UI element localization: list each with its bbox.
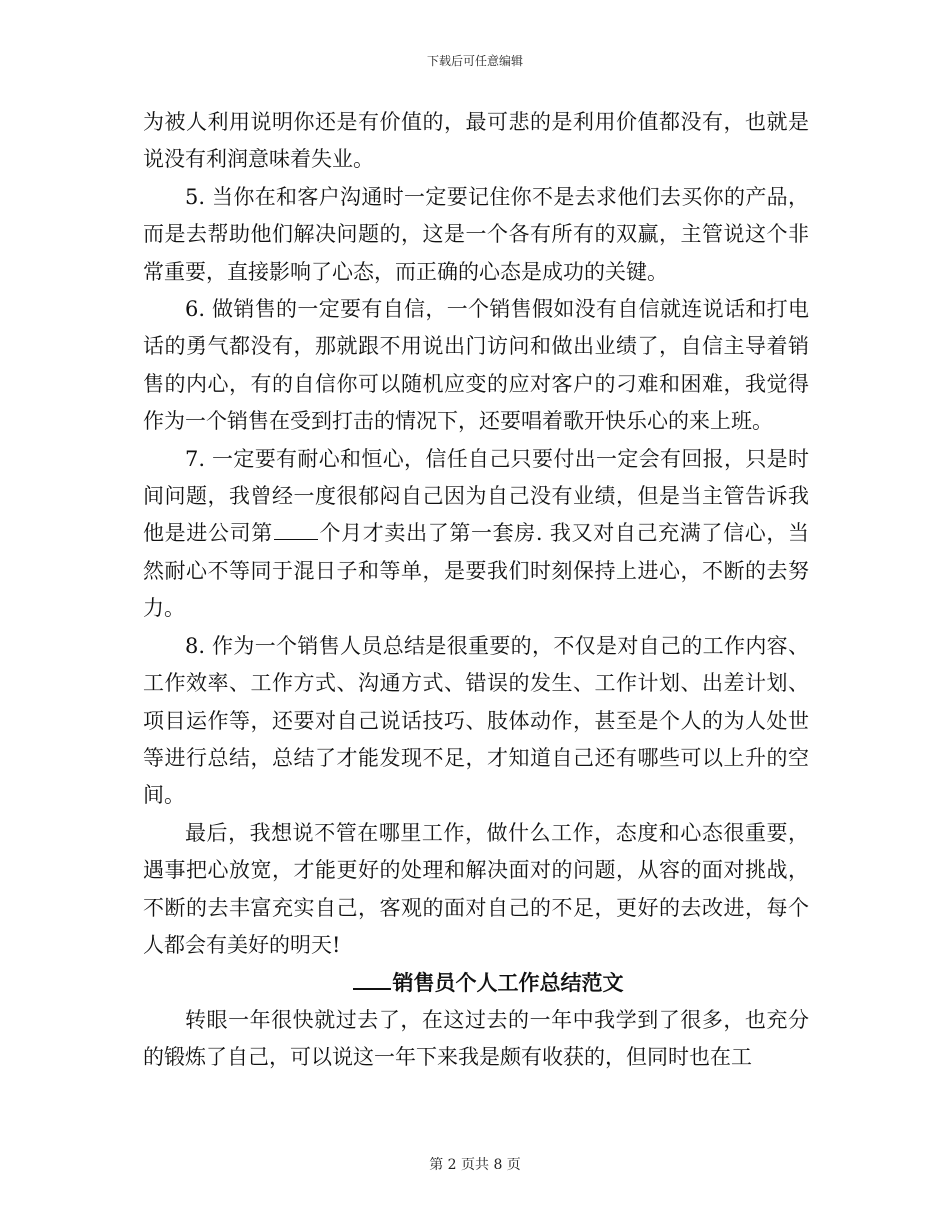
section-title-text: 销售员个人工作总结范文 xyxy=(392,970,624,996)
paragraph-item-7-part-1: 7. 一定要有耐心和恒心，信任自己只要付出一定会有回报，只是时间问题，我曾经一度很郁闷自己因为自己没有业绩，但是当主管告诉我他是进公司第 xyxy=(143,446,809,546)
fill-in-blank xyxy=(274,521,318,541)
paragraph-item-5: 5. 当你在和客户沟通时一定要记住你不是去求他们去买你的产品，而是去帮助他们解决问题的，这是一个各有所有的双赢，主管说这个非常重要，直接影响了心态，而正确的心态是成功的关键。 xyxy=(143,184,809,284)
paragraph-item-7 xyxy=(143,441,809,628)
paragraph-item-8: 8. 作为一个销售人员总结是很重要的，不仅是对自己的工作内容、工作效率、工作方式、沟通方式、错误的发生、工作计划、出差计划、项目运作等，还要对自己说话技巧、肢体动作，甚至是个人的为人处世等进行总结，总结了才能发现不足，才知道自己还有哪些可以上升的空间。 xyxy=(143,633,809,808)
paragraph-item-7-part-2: 个月才卖出了第一套房. 我又对自己充满了信心，当然耐心不等同于混日子和等单，是要我们时刻保持上进心，不断的去努力。 xyxy=(143,521,809,621)
paragraph-intro: 转眼一年很快就过去了，在这过去的一年中我学到了很多，也充分的锻炼了自己，可以说这一年下来我是颇有收获的，但同时也在工 xyxy=(143,1007,809,1070)
paragraph-continued: 为被人利用说明你还是有价值的，最可悲的是利用价值都没有，也就是说没有利润意味着失业。 xyxy=(143,110,809,172)
section-title xyxy=(143,964,809,1001)
title-blank xyxy=(353,969,391,990)
document-body xyxy=(143,104,809,1077)
paragraph-item-6: 6. 做销售的一定要有自信，一个销售假如没有自信就连说话和打电话的勇气都没有，那就跟不用说出门访问和做出业绩了，自信主导着销售的内心，有的自信你可以随机应变的应对客户的刁难和困难，我觉得作为一个销售在受到打击的情况下，还要唱着歌开快乐心的来上班。 xyxy=(143,297,809,434)
paragraph-conclusion: 最后，我想说不管在哪里工作，做什么工作，态度和心态很重要，遇事把心放宽，才能更好的处理和解决面对的问题，从容的面对挑战，不断的去丰富充实自己，客观的面对自己的不足，更好的去改进，每个人都会有美好的明天! xyxy=(143,820,809,957)
page-header: 下载后可任意编辑 xyxy=(426,54,523,68)
page-footer: 第 2 页共 8 页 xyxy=(429,1157,521,1173)
